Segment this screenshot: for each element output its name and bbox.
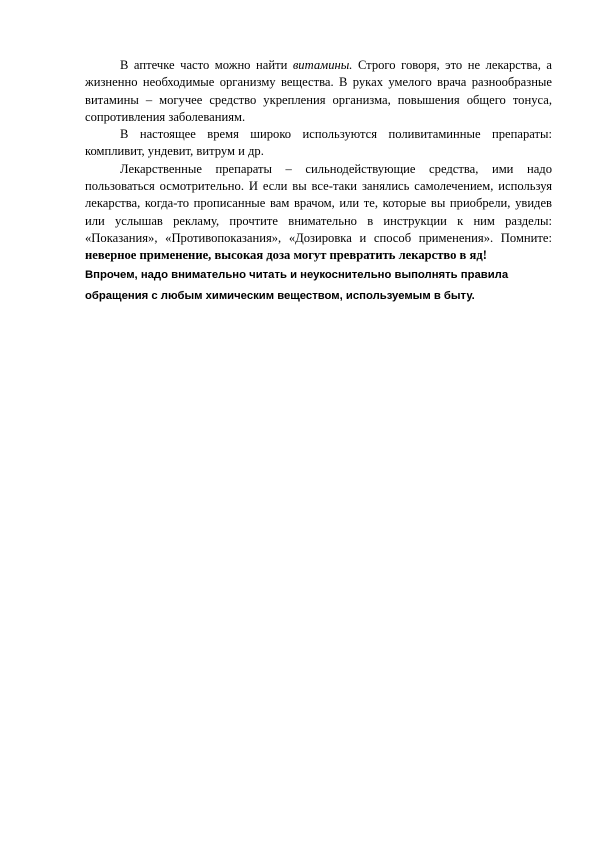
final-note-line-1: Впрочем, надо внимательно читать и неукоснительно выполнять правила	[85, 268, 509, 281]
paragraph-vitamins	[85, 57, 552, 126]
paragraph-vitamins-text-start: В аптечке часто можно найти	[120, 58, 293, 72]
final-note-line-2: обращения с любым химическим веществом, используемым в быту.	[85, 289, 475, 302]
document-body	[85, 57, 552, 307]
vitamins-emphasis: витамины.	[292, 58, 353, 72]
warning-bold-text: неверное применение, высокая доза могут превратить лекарство в яд!	[85, 248, 487, 263]
paragraph-medicines-text: Лекарственные препараты – сильнодействующие средства, ими надо пользоваться осмотрительно. И если вы все-таки занялись самолечением, используя лекарства, когда-то прописанные вам врачом, или те, которые вы приобрели, увидев или услышав рекламу, прочтите внимательно в инструкции к ним разделы: «Показания», «Противопоказания», «Дозировка и способ применения». Помните:	[85, 161, 552, 245]
paragraph-multivitamins: В настоящее время широко используются поливитаминные препараты: компливит, ундевит, витрум и др.	[85, 127, 552, 159]
paragraph-medicines-warning	[85, 161, 552, 265]
paragraph-vitamins-text-end: Строго говоря, это не лекарства, а жизненно необходимые организму вещества. В руках умелого врача разнообразные витамины – могучее средство укрепления организма, повышения общего тонуса, сопротивления заболеваниям.	[85, 58, 552, 124]
